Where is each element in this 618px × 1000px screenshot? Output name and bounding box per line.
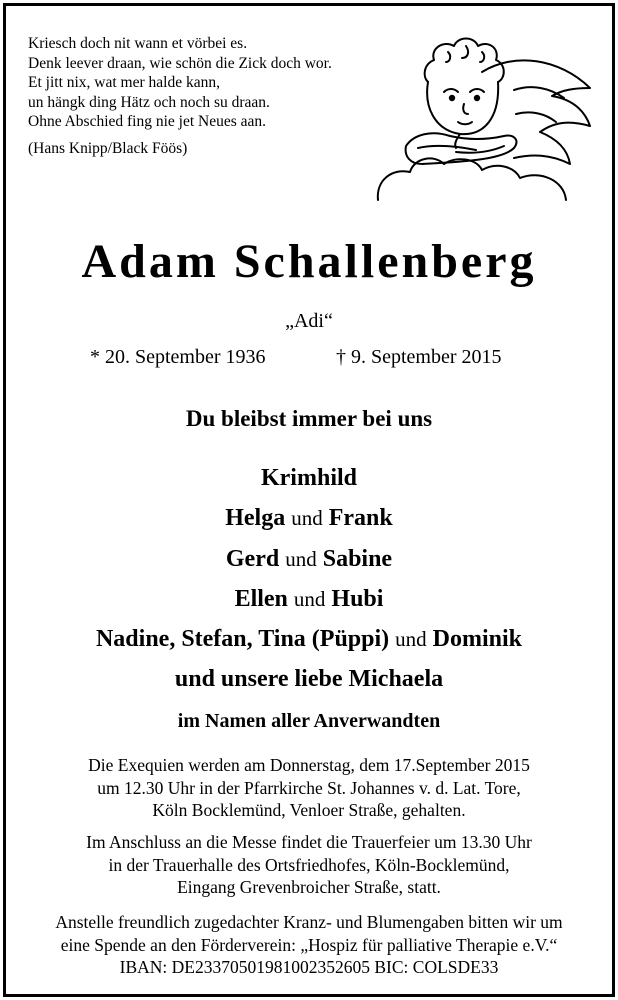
family-member-name: Nadine, Stefan, Tina (Püppi): [95, 626, 390, 653]
family-member-name: Frank: [328, 505, 393, 532]
conjunction: und: [293, 586, 326, 611]
on-behalf-line: im Namen aller Anverwandten: [177, 710, 441, 732]
family-member: [6, 579, 612, 619]
birth-date: * 20. September 1936: [90, 346, 266, 368]
family-member-name: Ellen: [234, 585, 288, 612]
paragraph-line: Die Exequien werden am Donnerstag, dem 17.September 2015: [88, 755, 530, 775]
conjunction: und: [285, 546, 317, 571]
family-member: [6, 539, 612, 579]
family-member-name: Hubi: [331, 585, 384, 612]
deceased-name: Adam Schallenberg: [81, 235, 537, 288]
angel-illustration-icon: [364, 30, 604, 202]
family-member: [6, 458, 612, 498]
donation-paragraph: [6, 911, 612, 979]
poem-line: Kriesch doch nit wann et vörbei es.: [28, 35, 248, 52]
family-list: [6, 458, 612, 700]
paragraph-line: Eingang Grevenbroicher Straße, statt.: [177, 877, 441, 897]
bank-details: IBAN: DE23370501981002352605 BIC: COLSDE33: [119, 957, 499, 977]
exequien-paragraph: [6, 754, 612, 822]
family-member: [6, 659, 612, 699]
paragraph-line: Im Anschluss an die Messe findet die Trauerfeier um 13.30 Uhr: [86, 832, 532, 852]
paragraph-line: Anstelle freundlich zugedachter Kranz- und Blumengaben bitten wir um: [55, 912, 563, 932]
poem-credit: (Hans Knipp/Black Föös): [28, 139, 188, 157]
poem-line: Denk leever draan, wie schön die Zick doch wor.: [28, 54, 332, 72]
conjunction: und: [291, 506, 323, 531]
trauerfeier-paragraph: [6, 831, 612, 899]
paragraph-line: um 12.30 Uhr in der Pfarrkirche St. Johannes v. d. Lat. Tore,: [97, 777, 521, 798]
poem-line: Et jitt nix, wat mer halde kann,: [28, 74, 220, 92]
poem-line: un hängk ding Hätz och noch su draan.: [28, 93, 270, 111]
family-member: [6, 619, 612, 659]
conjunction: und: [395, 627, 427, 652]
paragraph-line: in der Trauerhalle des Ortsfriedhofes, Köln-Bocklemünd,: [108, 854, 510, 875]
family-member-name: Helga: [225, 505, 286, 532]
deceased-nickname: „Adi“: [285, 310, 333, 332]
family-member-name: Dominik: [432, 626, 523, 653]
family-member: [6, 498, 612, 538]
family-member-name: und unsere liebe Michaela: [174, 666, 444, 693]
family-member-name: Gerd: [225, 545, 280, 572]
poem: [28, 34, 332, 159]
poem-line: Ohne Abschied fing nie jet Neues aan.: [28, 113, 267, 131]
family-member-name: Krimhild: [260, 465, 357, 491]
death-date: † 9. September 2015: [336, 346, 502, 368]
obituary-notice: [3, 3, 615, 997]
family-member-name: Sabine: [322, 545, 393, 572]
paragraph-line: Köln Bocklemünd, Venloer Straße, gehalten.: [152, 800, 466, 820]
paragraph-line: eine Spende an den Förderverein: „Hospiz für palliative Therapie e.V.“: [60, 934, 558, 955]
motto: Du bleibst immer bei uns: [185, 406, 433, 431]
